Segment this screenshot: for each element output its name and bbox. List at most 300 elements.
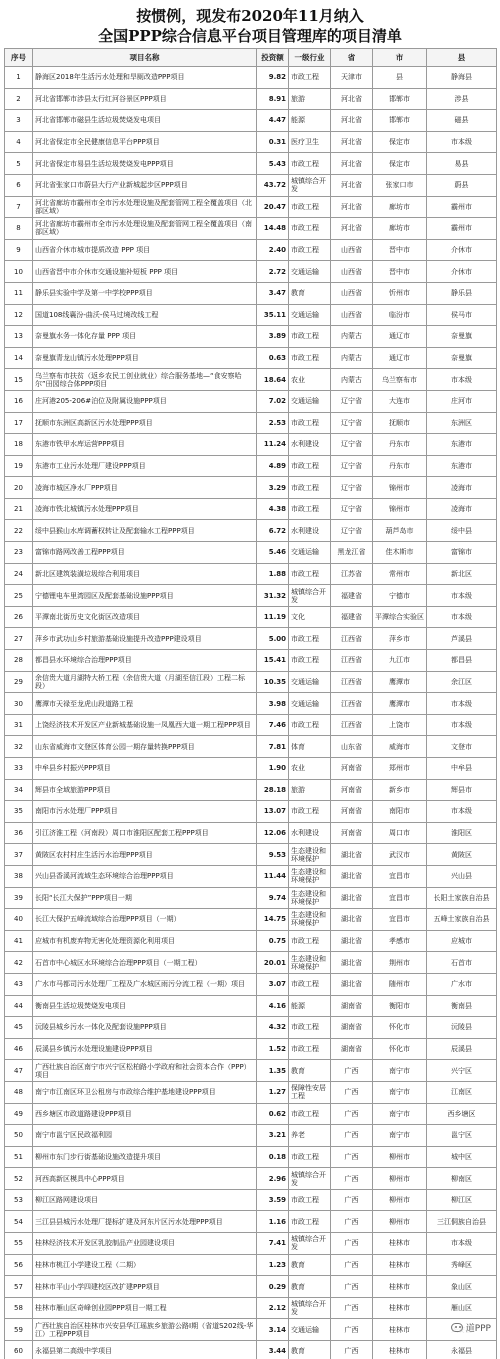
cell-industry: 市政工程 — [289, 218, 331, 240]
cell-amount: 2.12 — [257, 1297, 289, 1319]
cell-industry: 市政工程 — [289, 196, 331, 218]
table-row — [5, 153, 497, 175]
cell-industry: 城镇综合开发 — [289, 585, 331, 607]
cell-city: 怀化市 — [373, 1017, 427, 1039]
cell-industry: 市政工程 — [289, 930, 331, 952]
cell-name: 河北省张家口市蔚县大行产业新城起步区PPP项目 — [33, 174, 257, 196]
cell-city: 邯郸市 — [373, 110, 427, 132]
cell-amount: 3.44 — [257, 1341, 289, 1359]
cell-amount: 20.47 — [257, 196, 289, 218]
header-city: 市 — [373, 49, 427, 67]
cell-name: 兴山县香溪河流域生态环境综合治理PPP项目 — [33, 865, 257, 887]
cell-city: 南宁市 — [373, 1060, 427, 1082]
cell-no: 9 — [5, 239, 33, 261]
cell-industry: 能源 — [289, 995, 331, 1017]
cell-no: 28 — [5, 650, 33, 672]
cell-name: 抚顺市东洲区高新区污水处理PPP项目 — [33, 412, 257, 434]
cell-city: 桂林市 — [373, 1233, 427, 1255]
cell-name: 引江济淮工程（河南段）周口市淮阳区配套工程PPP项目 — [33, 822, 257, 844]
cell-county: 市本级 — [427, 1233, 497, 1255]
cell-name: 广水市马都司污水处理厂工程及广水城区雨污分流工程（一期）项目 — [33, 973, 257, 995]
cell-industry: 交通运输 — [289, 390, 331, 412]
cell-county: 东港市 — [427, 455, 497, 477]
header-industry: 一级行业 — [289, 49, 331, 67]
cell-province: 福建省 — [331, 606, 373, 628]
cell-no: 37 — [5, 844, 33, 866]
cell-industry: 交通运输 — [289, 304, 331, 326]
cell-amount: 5.00 — [257, 628, 289, 650]
table-row — [5, 930, 497, 952]
cell-amount: 0.62 — [257, 1103, 289, 1125]
cell-no: 11 — [5, 282, 33, 304]
cell-name: 国道108线襄汾-曲沃-侯马过境改线工程 — [33, 304, 257, 326]
cell-county: 邕宁区 — [427, 1125, 497, 1147]
cell-county: 易县 — [427, 153, 497, 175]
cell-county: 广水市 — [427, 973, 497, 995]
cell-city: 怀化市 — [373, 1038, 427, 1060]
cell-county: 凌海市 — [427, 498, 497, 520]
cell-no: 49 — [5, 1103, 33, 1125]
table-row — [5, 585, 497, 607]
cell-county: 五峰土家族自治县 — [427, 909, 497, 931]
cell-industry: 农业 — [289, 369, 331, 391]
table-row — [5, 261, 497, 283]
cell-industry: 交通运输 — [289, 261, 331, 283]
cell-county: 磁县 — [427, 110, 497, 132]
cell-amount: 18.64 — [257, 369, 289, 391]
cell-industry: 文化 — [289, 606, 331, 628]
table-row — [5, 1341, 497, 1359]
cell-city: 大连市 — [373, 390, 427, 412]
cell-no: 27 — [5, 628, 33, 650]
cell-county: 沅陵县 — [427, 1017, 497, 1039]
cell-industry: 市政工程 — [289, 973, 331, 995]
cell-no: 19 — [5, 455, 33, 477]
cell-amount: 43.72 — [257, 174, 289, 196]
cell-county: 富锦市 — [427, 542, 497, 564]
header-name: 项目名称 — [33, 49, 257, 67]
cell-province: 河北省 — [331, 110, 373, 132]
cell-industry: 水利建设 — [289, 434, 331, 456]
cell-industry: 体育 — [289, 736, 331, 758]
cell-amount: 0.75 — [257, 930, 289, 952]
cell-name: 静海区2018年生活污水处理和旱厕改造PPP项目 — [33, 67, 257, 89]
table-row — [5, 952, 497, 974]
table-row — [5, 1017, 497, 1039]
table-row — [5, 1125, 497, 1147]
cell-county: 柳南区 — [427, 1168, 497, 1190]
table-row — [5, 779, 497, 801]
cell-name: 南阳市污水处理厂PPP项目 — [33, 801, 257, 823]
cell-province: 广西 — [331, 1233, 373, 1255]
cell-no: 24 — [5, 563, 33, 585]
cell-name: 南宁市江南区环卫公租房与市政综合维护基地建设PPP项目 — [33, 1081, 257, 1103]
cell-no: 8 — [5, 218, 33, 240]
cell-industry: 养老 — [289, 1125, 331, 1147]
table-row — [5, 822, 497, 844]
cell-city: 丹东市 — [373, 434, 427, 456]
header-amount: 投资额 — [257, 49, 289, 67]
cell-no: 43 — [5, 973, 33, 995]
table-row — [5, 758, 497, 780]
cell-amount: 2.40 — [257, 239, 289, 261]
cell-no: 10 — [5, 261, 33, 283]
cell-city: 九江市 — [373, 650, 427, 672]
cell-city: 宜昌市 — [373, 887, 427, 909]
table-row — [5, 1038, 497, 1060]
cell-amount: 4.16 — [257, 995, 289, 1017]
cell-amount: 7.02 — [257, 390, 289, 412]
cell-no: 14 — [5, 347, 33, 369]
cell-industry: 市政工程 — [289, 347, 331, 369]
cell-city: 葫芦岛市 — [373, 520, 427, 542]
cell-amount: 0.29 — [257, 1276, 289, 1298]
cell-city: 衡阳市 — [373, 995, 427, 1017]
cell-amount: 3.14 — [257, 1319, 289, 1341]
cell-name: 河北省保定市易县生活垃圾焚烧发电PPP项目 — [33, 153, 257, 175]
cell-amount: 3.98 — [257, 693, 289, 715]
cell-amount: 4.89 — [257, 455, 289, 477]
cell-county: 兴山县 — [427, 865, 497, 887]
cell-no: 55 — [5, 1233, 33, 1255]
cell-city: 通辽市 — [373, 347, 427, 369]
cell-province: 广西 — [331, 1211, 373, 1233]
cell-no: 34 — [5, 779, 33, 801]
project-table — [4, 48, 497, 1359]
cell-industry: 农业 — [289, 758, 331, 780]
cell-province: 天津市 — [331, 67, 373, 89]
cell-province: 辽宁省 — [331, 412, 373, 434]
cell-name: 静乐县实验中学及第一中学校PPP项目 — [33, 282, 257, 304]
table-row — [5, 693, 497, 715]
cell-name: 新北区建筑装潢垃圾综合利用项目 — [33, 563, 257, 585]
cell-amount: 35.11 — [257, 304, 289, 326]
cell-county: 应城市 — [427, 930, 497, 952]
cell-province: 广西 — [331, 1297, 373, 1319]
cell-province: 广西 — [331, 1341, 373, 1359]
cell-province: 山西省 — [331, 239, 373, 261]
cell-city: 乌兰察布市 — [373, 369, 427, 391]
cell-name: 河北省保定市全民健康信息平台PPP项目 — [33, 131, 257, 153]
cell-province: 辽宁省 — [331, 520, 373, 542]
cell-province: 山西省 — [331, 282, 373, 304]
cell-industry: 市政工程 — [289, 801, 331, 823]
cell-city: 桂林市 — [373, 1297, 427, 1319]
cell-county: 辰溪县 — [427, 1038, 497, 1060]
cell-city: 晋中市 — [373, 239, 427, 261]
cell-name: 柳江区路网建设项目 — [33, 1189, 257, 1211]
cell-county: 淮阳区 — [427, 822, 497, 844]
cell-county: 涉县 — [427, 88, 497, 110]
table-row — [5, 1103, 497, 1125]
cell-name: 萍乡市武功山乡村旅游基础设施提升改造PPP建设项目 — [33, 628, 257, 650]
cell-city: 鹰潭市 — [373, 693, 427, 715]
cell-no: 18 — [5, 434, 33, 456]
watermark — [448, 1320, 494, 1335]
cell-province: 湖北省 — [331, 887, 373, 909]
cell-province: 河南省 — [331, 758, 373, 780]
cell-industry: 市政工程 — [289, 455, 331, 477]
cell-name: 长江大保护五峰流域综合治理PPP项目（一期） — [33, 909, 257, 931]
table-row — [5, 304, 497, 326]
cell-amount: 7.46 — [257, 714, 289, 736]
cell-no: 39 — [5, 887, 33, 909]
cell-name: 石首市中心城区水环境综合治理PPP项目（一期工程） — [33, 952, 257, 974]
title-line-2: 全国PPP综合信息平台项目管理库的项目清单 — [98, 27, 402, 45]
cell-city: 桂林市 — [373, 1319, 427, 1341]
table-row — [5, 1189, 497, 1211]
cell-county: 奈曼旗 — [427, 347, 497, 369]
cell-name: 余信贵大道月湖特大桥工程（余信贵大道（月湖至信江段）工程二标段） — [33, 671, 257, 693]
cell-province: 广西 — [331, 1254, 373, 1276]
cell-province: 江西省 — [331, 714, 373, 736]
cell-province: 湖北省 — [331, 909, 373, 931]
cell-county: 市本级 — [427, 714, 497, 736]
table-row — [5, 1081, 497, 1103]
cell-amount: 3.07 — [257, 973, 289, 995]
cell-amount: 1.35 — [257, 1060, 289, 1082]
cell-no: 51 — [5, 1146, 33, 1168]
watermark-text: 道PPP — [465, 1324, 491, 1334]
table-row — [5, 1254, 497, 1276]
cell-name: 上饶经济技术开发区产业新城基础设施一凤凰西大道一期工程PPP项目 — [33, 714, 257, 736]
table-row — [5, 67, 497, 89]
cell-industry: 市政工程 — [289, 714, 331, 736]
cell-name: 河北省廊坊市霸州市全市污水处理设施及配套管网工程全覆盖项目（北部区域） — [33, 196, 257, 218]
cell-industry: 市政工程 — [289, 1103, 331, 1125]
cell-name: 辰溪县乡镇污水处理设施建设PPP项目 — [33, 1038, 257, 1060]
cell-no: 47 — [5, 1060, 33, 1082]
cell-no: 32 — [5, 736, 33, 758]
cell-city: 佳木斯市 — [373, 542, 427, 564]
cell-industry: 市政工程 — [289, 498, 331, 520]
cell-name: 河北省邯郸市磁县生活垃圾焚烧发电项目 — [33, 110, 257, 132]
cell-county: 长阳土家族自治县 — [427, 887, 497, 909]
cell-name: 凌海市铁北城镇污水处理PPP项目 — [33, 498, 257, 520]
cell-amount: 7.41 — [257, 1233, 289, 1255]
cell-name: 长阳“长江大保护”PPP项目一期 — [33, 887, 257, 909]
cell-city: 郑州市 — [373, 758, 427, 780]
cell-no: 20 — [5, 477, 33, 499]
cell-amount: 1.90 — [257, 758, 289, 780]
cell-province: 河北省 — [331, 88, 373, 110]
cell-no: 30 — [5, 693, 33, 715]
table-row — [5, 498, 497, 520]
cell-province: 广西 — [331, 1081, 373, 1103]
cell-city: 丹东市 — [373, 455, 427, 477]
cell-industry: 市政工程 — [289, 650, 331, 672]
cell-no: 16 — [5, 390, 33, 412]
cell-name: 衡南县生活垃圾焚烧发电项目 — [33, 995, 257, 1017]
cell-amount: 2.53 — [257, 412, 289, 434]
table-row — [5, 995, 497, 1017]
cell-county: 绥中县 — [427, 520, 497, 542]
cell-no: 29 — [5, 671, 33, 693]
cell-name: 富锦市路网改善工程PPP项目 — [33, 542, 257, 564]
table-row — [5, 801, 497, 823]
cell-industry: 市政工程 — [289, 477, 331, 499]
cell-province: 内蒙古 — [331, 326, 373, 348]
cell-no: 17 — [5, 412, 33, 434]
table-row — [5, 1319, 497, 1341]
table-row — [5, 412, 497, 434]
cell-province: 辽宁省 — [331, 434, 373, 456]
cell-province: 广西 — [331, 1103, 373, 1125]
cell-amount: 9.82 — [257, 67, 289, 89]
cell-name: 东港市铁甲水库运营PPP项目 — [33, 434, 257, 456]
cell-county: 庄河市 — [427, 390, 497, 412]
cell-county: 奈曼旗 — [427, 326, 497, 348]
cell-name: 东港市工业污水处理厂建设PPP项目 — [33, 455, 257, 477]
cell-county: 市本级 — [427, 801, 497, 823]
cell-county: 辉县市 — [427, 779, 497, 801]
cell-county: 市本级 — [427, 606, 497, 628]
cell-no: 57 — [5, 1276, 33, 1298]
cell-province: 山东省 — [331, 736, 373, 758]
cell-city: 上饶市 — [373, 714, 427, 736]
cell-name: 河北省廊坊市霸州市全市污水处理设施及配套管网工程全覆盖项目（南部区域） — [33, 218, 257, 240]
cell-no: 5 — [5, 153, 33, 175]
table-row — [5, 542, 497, 564]
cell-county: 余江区 — [427, 671, 497, 693]
cell-city: 柳州市 — [373, 1146, 427, 1168]
cell-name: 奈曼旗水务一体化存量 PPP 项目 — [33, 326, 257, 348]
cell-amount: 0.31 — [257, 131, 289, 153]
cell-city: 南宁市 — [373, 1081, 427, 1103]
cell-name: 广西壮族自治区南宁市兴宁区松柏路小学政府和社会资本合作（PPP）项目 — [33, 1060, 257, 1082]
table-row — [5, 1297, 497, 1319]
cell-amount: 8.91 — [257, 88, 289, 110]
cell-county: 蔚县 — [427, 174, 497, 196]
table-row — [5, 736, 497, 758]
cell-industry: 市政工程 — [289, 1189, 331, 1211]
cell-industry: 交通运输 — [289, 1319, 331, 1341]
cell-county: 霸州市 — [427, 218, 497, 240]
table-row — [5, 131, 497, 153]
table-row — [5, 844, 497, 866]
cell-province: 广西 — [331, 1319, 373, 1341]
table-row — [5, 326, 497, 348]
table-row — [5, 1168, 497, 1190]
cell-name: 广西壮族自治区桂林市兴安县华江瑶族乡旅游公路Ⅰ期（省道S202线-华江）工程PPP项目 — [33, 1319, 257, 1341]
cell-no: 36 — [5, 822, 33, 844]
cell-name: 山西省晋中市介休市交通设施补短板 PPP 项目 — [33, 261, 257, 283]
cell-amount: 4.38 — [257, 498, 289, 520]
cell-amount: 0.18 — [257, 1146, 289, 1168]
cell-no: 59 — [5, 1319, 33, 1341]
cell-county: 永福县 — [427, 1341, 497, 1359]
cell-county: 静乐县 — [427, 282, 497, 304]
cell-province: 福建省 — [331, 585, 373, 607]
cell-county: 都昌县 — [427, 650, 497, 672]
cell-amount: 11.24 — [257, 434, 289, 456]
cell-no: 35 — [5, 801, 33, 823]
cell-industry: 城镇综合开发 — [289, 1168, 331, 1190]
cell-amount: 10.35 — [257, 671, 289, 693]
cell-amount: 13.07 — [257, 801, 289, 823]
cell-industry: 市政工程 — [289, 1038, 331, 1060]
cell-amount: 14.48 — [257, 218, 289, 240]
cell-province: 内蒙古 — [331, 369, 373, 391]
cell-name: 河西高新区模具中心PPP项目 — [33, 1168, 257, 1190]
cell-city: 南宁市 — [373, 1125, 427, 1147]
cell-city: 平潭综合实验区 — [373, 606, 427, 628]
cell-no: 33 — [5, 758, 33, 780]
cell-name: 乌兰察布市扶贫（返乡农民工创业就业）综合服务基地—“食安察哈尔”田园综合体PPP项目 — [33, 369, 257, 391]
cell-province: 河北省 — [331, 131, 373, 153]
table-row — [5, 88, 497, 110]
cell-amount: 0.63 — [257, 347, 289, 369]
cell-amount: 3.89 — [257, 326, 289, 348]
cell-no: 42 — [5, 952, 33, 974]
cell-city: 临汾市 — [373, 304, 427, 326]
cell-amount: 2.96 — [257, 1168, 289, 1190]
cell-province: 广西 — [331, 1125, 373, 1147]
cell-no: 2 — [5, 88, 33, 110]
cell-name: 山西省介休市城市提质改造 PPP 项目 — [33, 239, 257, 261]
cell-amount: 2.72 — [257, 261, 289, 283]
cell-industry: 市政工程 — [289, 67, 331, 89]
cell-amount: 1.16 — [257, 1211, 289, 1233]
cell-amount: 11.44 — [257, 865, 289, 887]
cell-city: 武汉市 — [373, 844, 427, 866]
cell-province: 河北省 — [331, 174, 373, 196]
cell-no: 60 — [5, 1341, 33, 1359]
cell-industry: 市政工程 — [289, 628, 331, 650]
table-row — [5, 714, 497, 736]
cell-county: 静海县 — [427, 67, 497, 89]
cell-province: 山西省 — [331, 261, 373, 283]
cell-no: 22 — [5, 520, 33, 542]
cell-city: 保定市 — [373, 131, 427, 153]
cell-industry: 交通运输 — [289, 671, 331, 693]
cell-province: 湖北省 — [331, 973, 373, 995]
cell-province: 江西省 — [331, 650, 373, 672]
cell-county: 霸州市 — [427, 196, 497, 218]
cell-amount: 14.75 — [257, 909, 289, 931]
cell-county: 衡南县 — [427, 995, 497, 1017]
cell-industry: 生态建设和环境保护 — [289, 865, 331, 887]
cell-name: 凌海市城区净水厂PPP项目 — [33, 477, 257, 499]
table-row — [5, 606, 497, 628]
cell-industry: 市政工程 — [289, 153, 331, 175]
cell-province: 河北省 — [331, 196, 373, 218]
cell-industry: 城镇综合开发 — [289, 174, 331, 196]
cell-county: 秀峰区 — [427, 1254, 497, 1276]
cell-county: 介休市 — [427, 261, 497, 283]
cell-amount: 3.59 — [257, 1189, 289, 1211]
cell-amount: 9.53 — [257, 844, 289, 866]
table-row — [5, 671, 497, 693]
wechat-icon — [451, 1323, 463, 1332]
cell-province: 广西 — [331, 1168, 373, 1190]
header-province: 省 — [331, 49, 373, 67]
title-line-1: 按惯例，现发布2020年11月纳入 — [136, 7, 364, 25]
cell-no: 25 — [5, 585, 33, 607]
cell-amount: 1.23 — [257, 1254, 289, 1276]
cell-industry: 旅游 — [289, 88, 331, 110]
cell-no: 54 — [5, 1211, 33, 1233]
cell-province: 山西省 — [331, 304, 373, 326]
table-row — [5, 1233, 497, 1255]
cell-name: 平潭南北街历史文化街区改造项目 — [33, 606, 257, 628]
cell-city: 张家口市 — [373, 174, 427, 196]
table-row — [5, 434, 497, 456]
cell-city: 廊坊市 — [373, 196, 427, 218]
cell-name: 鹰潭市天禄至龙虎山段道路工程 — [33, 693, 257, 715]
cell-province: 江苏省 — [331, 563, 373, 585]
cell-amount: 5.43 — [257, 153, 289, 175]
